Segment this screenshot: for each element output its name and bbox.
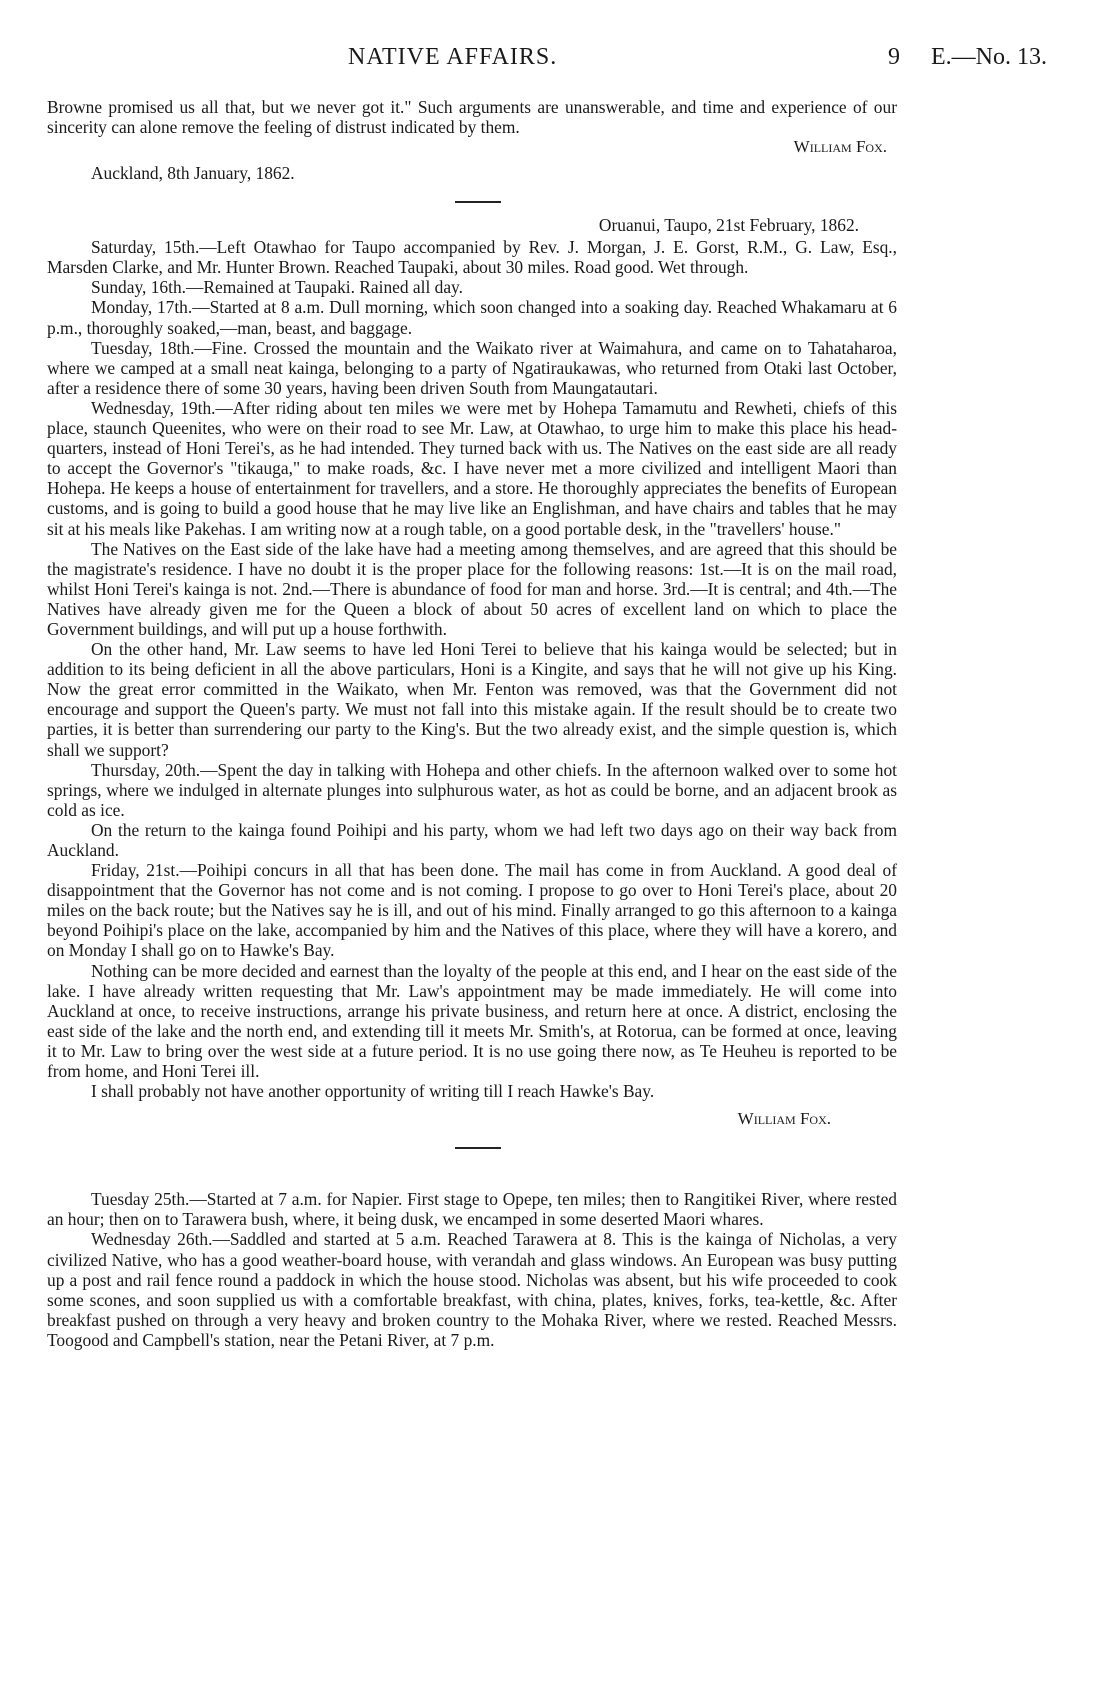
paragraph: Friday, 21st.—Poihipi concurs in all that has been done. The mail has come in from Auckland. A good deal of disappointment that the Governor has not come and is not coming. I propose to go over to Honi Terei's place, about 20 miles on the back route; but the Natives say he is ill, and out of his mind. Finally arranged to go this afternoon to a kainga beyond Poihipi's place on the lake, accompanied by him and the Natives of this place, where they will have a korero, and on Monday I shall go on to Hawke's Bay. bbox=[47, 860, 897, 961]
page-header bbox=[0, 44, 1114, 74]
paragraph: Wednesday 26th.—Saddled and started at 5 a.m. Reached Tarawera at 8. This is the kainga of Nicholas, a very civilized Native, who has a good weather-board house, with verandah and glass windows. An European was busy putting up a post and rail fence round a paddock in which the house stood. Nicholas was absent, but his wife proceeded to cook some scones, and soon supplied us with a comfortable breakfast, with china, plates, knives, forks, tea-kettle, &c. After breakfast pushed on through a very heavy and broken country to the Mohaka River, where we rested. Reached Messrs. Toogood and Campbell's station, near the Petani River, at 7 p.m. bbox=[47, 1229, 897, 1350]
place-dateline: Oruanui, Taupo, 21st February, 1862. bbox=[598, 215, 859, 236]
paragraph: Wednesday, 19th.—After riding about ten miles we were met by Hohepa Tamamutu and Rewheti, chiefs of this place, staunch Queenites, who were on their road to see Mr. Law, at Otawhao, to urge him to make this place his head-quarters, instead of Honi Terei's, as he had intended. They turned back with us. The Natives on the east side are all ready to accept the Governor's "tikauga," to make roads, &c. I have never met a more civilized and intelligent Maori than Hohepa. He keeps a house of entertainment for travellers, and a store. He thoroughly appreciates the benefits of European customs, and is going to build a good house that he may live like an Englishman, and have chairs and tables that he may sit at his meals like Pakehas. I am writing now at a rough table, on a good portable desk, in the "travellers' house." bbox=[47, 397, 897, 539]
paragraph: On the other hand, Mr. Law seems to have led Honi Terei to believe that his kainga would be selected; but in addition to its being deficient in all the above particulars, Honi is a Kingite, and says that he will not give up his King. Now the great error committed in the Waikato, when Mr. Fenton was removed, was that the Government did not encourage and support the Queen's party. We must not fall into this mistake again. If the result should be to create two parties, it is better than surrendering our party to the King's. But the two already exist, and the simple question is, which shall we support? bbox=[47, 639, 897, 760]
paragraph: Thursday, 20th.—Spent the day in talking with Hohepa and other chiefs. In the afternoon walked over to some hot springs, where we indulged in alternate plunges into sulphurous water, as hot as could be borne, and an adjacent brook as cold as ice. bbox=[47, 759, 897, 820]
paragraph: Saturday, 15th.—Left Otawhao for Taupo accompanied by Rev. J. Morgan, J. E. Gorst, R.M., G. Law, Esq., Marsden Clarke, and Mr. Hunter Brown. Reached Taupaki, about 30 miles. Road good. Wet through. bbox=[47, 237, 897, 278]
page-number: 9 bbox=[888, 44, 900, 70]
page-title: NATIVE AFFAIRS. bbox=[348, 44, 558, 70]
document-reference: E.—No. 13. bbox=[931, 44, 1047, 70]
paragraph: Tuesday 25th.—Started at 7 a.m. for Napier. First stage to Opepe, ten miles; then to Rangitikei River, where rested an hour; then on to Tarawera bush, where, it being dusk, we encamped in some deserted Maori whares. bbox=[47, 1189, 897, 1230]
paragraph: On the return to the kainga found Poihipi and his party, whom we had left two days ago on their way back from Auckland. bbox=[47, 819, 897, 860]
opening-paragraph: Browne promised us all that, but we never got it." Such arguments are unanswerable, and time and experience of our sincerity can alone remove the feeling of distrust indicated by them. bbox=[47, 97, 897, 138]
paragraph: Sunday, 16th.—Remained at Taupaki. Rained all day. bbox=[91, 277, 463, 298]
document-body bbox=[47, 97, 897, 1350]
signature: William Fox. bbox=[737, 1109, 831, 1129]
dateline: Auckland, 8th January, 1862. bbox=[91, 163, 295, 184]
paragraph: The Natives on the East side of the lake have had a meeting among themselves, and are agreed that this should be the magistrate's residence. I have no doubt it is the proper place for the following reasons: 1st.—It is on the mail road, whilst Honi Terei's kainga is not. 2nd.—There is abundance of food for man and horse. 3rd.—It is central; and 4th.—The Natives have already given me for the Queen a block of about 50 acres of excellent land on which to place the Government buildings, and will put up a house forthwith. bbox=[47, 538, 897, 639]
paragraph: Monday, 17th.—Started at 8 a.m. Dull morning, which soon changed into a soaking day. Reached Whakamaru at 6 p.m., thoroughly soaked,—man, beast, and baggage. bbox=[47, 297, 897, 338]
paragraph: I shall probably not have another opportunity of writing till I reach Hawke's Bay. bbox=[91, 1081, 655, 1102]
section-divider bbox=[455, 201, 501, 203]
signature: William Fox. bbox=[793, 137, 887, 157]
paragraph: Nothing can be more decided and earnest than the loyalty of the people at this end, and I hear on the east side of the lake. I have already written requesting that Mr. Law's appointment may be made immediately. He will come into Auckland at once, to receive instructions, arrange his private business, and return here at once. A district, enclosing the east side of the lake and the north end, and extending till it meets Mr. Smith's, at Rotorua, can be formed at once, leaving it to Mr. Law to bring over the west side at a future period. It is no use going there now, as Te Heuheu is reported to be from home, and Honi Terei ill. bbox=[47, 960, 897, 1082]
paragraph: Tuesday, 18th.—Fine. Crossed the mountain and the Waikato river at Waimahura, and came on to Tahataharoa, where we camped at a small neat kainga, belonging to a party of Ngatiraukawas, who returned from Otaki last October, after a residence there of some 30 years, having been driven South from Maungatautari. bbox=[47, 337, 897, 398]
